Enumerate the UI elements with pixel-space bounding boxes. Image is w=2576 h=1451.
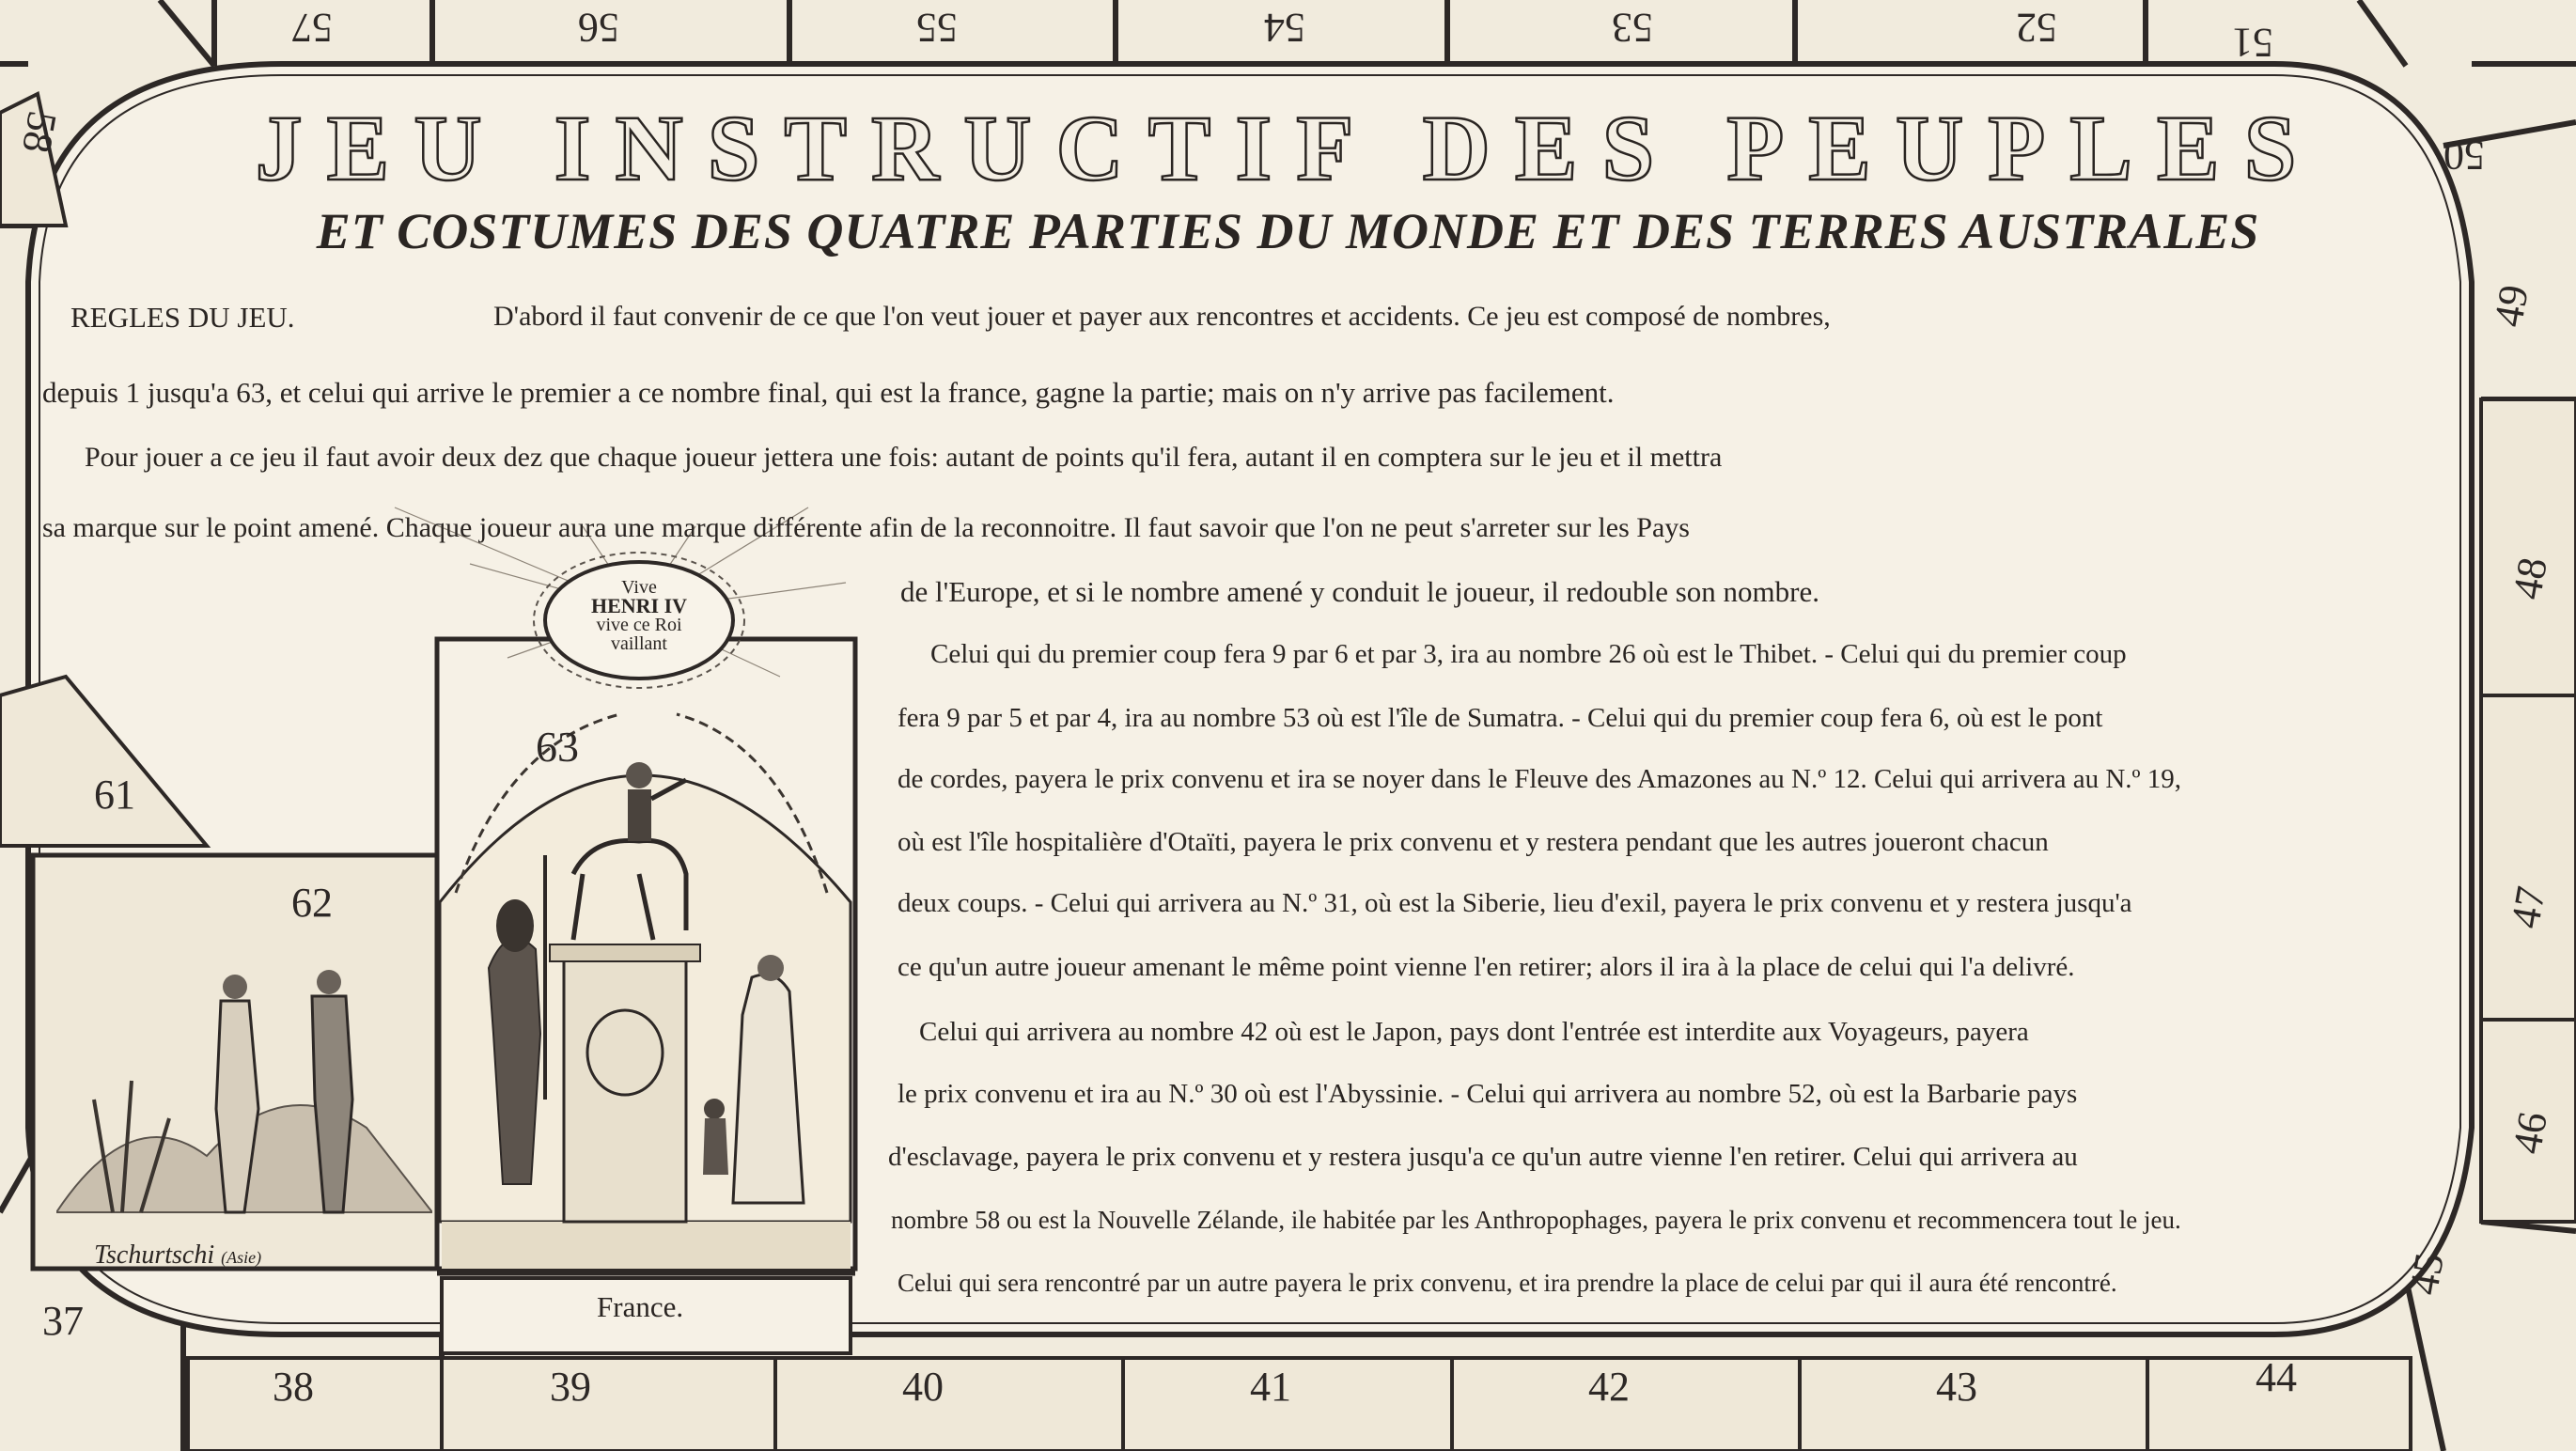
square-number-46: 46	[2504, 1108, 2556, 1158]
game-subtitle: ET COSTUMES DES QUATRE PARTIES DU MONDE ET DES TERRES AUSTRALES	[316, 203, 2260, 259]
rules-line-4: sa marque sur le point amené. Chaque joueur aura une marque différente afin de la reconnoitre. Il faut savoir que l'on ne peut s'arreter sur les Pays	[42, 512, 1690, 543]
rules-line-11: ce qu'un autre joueur amenant le même point vienne l'en retirer; alors il ira à la place de celui qui l'a delivré.	[898, 952, 2075, 982]
rules-line-8: de cordes, payera le prix convenu et ira se noyer dans le Fleuve des Amazones au N.º 12. Celui qui arrivera au N.º 19,	[898, 764, 2182, 794]
square-number-51: 51	[2232, 20, 2273, 66]
square-number-50: 50	[2443, 133, 2485, 179]
rules-line-15: nombre 58 ou est la Nouvelle Zélande, ile habitée par les Anthropophages, payera le prix convenu et recommencera tout le jeu.	[891, 1206, 2181, 1234]
square-number-61: 61	[94, 772, 135, 818]
square-number-47: 47	[2502, 882, 2554, 932]
square-number-55: 55	[916, 5, 958, 51]
equestrian-statue-icon	[451, 733, 846, 1259]
square-number-48: 48	[2504, 554, 2556, 603]
square-number-42: 42	[1588, 1364, 1630, 1410]
rules-line-13: le prix convenu et ira au N.º 30 où est l'Abyssinie. - Celui qui arrivera au nombre 52, où est la Barbarie pays	[898, 1079, 2078, 1109]
square-number-43: 43	[1936, 1364, 1977, 1410]
rules-line-12: Celui qui arrivera au nombre 42 où est le Japon, pays dont l'entrée est interdite aux Voyageurs, payera	[919, 1017, 2029, 1047]
final-square-number: 63	[536, 723, 579, 771]
square-number-58: 58	[13, 107, 66, 157]
game-title: JEU INSTRUCTIF DES PEUPLES	[255, 96, 2321, 200]
rules-line-6: Celui qui du premier coup fera 9 par 6 et par 3, ira au nombre 26 où est le Thibet. - Celui qui du premier coup	[930, 639, 2127, 669]
rules-line-3: Pour jouer a ce jeu il faut avoir deux dez que chaque joueur jettera une fois: autant de points qu'il fera, autant il en comptera sur le jeu et il mettra	[85, 442, 1723, 473]
rules-line-16: Celui qui sera rencontré par un autre payera le prix convenu, et ira prendre la place de celui par qui il aura été rencontré.	[898, 1269, 2117, 1297]
square-number-56: 56	[578, 5, 619, 51]
rules-line-7: fera 9 par 5 et par 4, ira au nombre 53 où est l'île de Sumatra. - Celui qui du premier coup fera 6, où est le pont	[898, 703, 2103, 733]
square-number-39: 39	[550, 1364, 591, 1410]
square-number-49: 49	[2485, 281, 2537, 331]
rules-line-5: de l'Europe, et si le nombre amené y conduit le joueur, il redouble son nombre.	[900, 575, 1819, 608]
rules-heading: REGLES DU JEU.	[70, 301, 295, 334]
square-number-44: 44	[2256, 1354, 2297, 1400]
square-number-62: 62	[291, 880, 333, 926]
square-number-54: 54	[1264, 5, 1305, 51]
tschurtschi-pair-icon	[56, 930, 432, 1240]
square-number-37: 37	[42, 1298, 84, 1344]
square-number-45: 45	[2400, 1249, 2453, 1299]
square-number-38: 38	[273, 1364, 314, 1410]
rules-line-10: deux coups. - Celui qui arrivera au N.º 31, où est la Siberie, lieu d'exil, payera le prix convenu et y restera jusqu'a	[898, 888, 2132, 918]
rules-line-9: où est l'île hospitalière d'Otaïti, payera le prix convenu et y restera pendant que les autres joueront chacun	[898, 827, 2049, 857]
rules-line-14: d'esclavage, payera le prix convenu et y restera jusqu'a ce qu'un autre vienne l'en retirer. Celui qui arrivera au	[888, 1142, 2078, 1172]
square-number-41: 41	[1250, 1364, 1291, 1410]
square-number-57: 57	[291, 5, 333, 51]
square-number-40: 40	[902, 1364, 944, 1410]
final-square-caption: France.	[597, 1290, 684, 1323]
square-number-53: 53	[1612, 5, 1653, 51]
square-62-caption: Tschurtschi (Asie)	[94, 1240, 262, 1270]
rules-line-1: D'abord il faut convenir de ce que l'on veut jouer et payer aux rencontres et accidents. Ce jeu est composé de nombres,	[493, 301, 1831, 332]
rules-line-2: depuis 1 jusqu'a 63, et celui qui arrive le premier a ce nombre final, qui est la france, gagne la partie; mais on n'y arrive pas facilement.	[42, 376, 1615, 409]
square-number-52: 52	[2016, 5, 2057, 51]
wreath-inscription: Vive HENRI IV vive ce Roi vaillant	[590, 577, 688, 654]
